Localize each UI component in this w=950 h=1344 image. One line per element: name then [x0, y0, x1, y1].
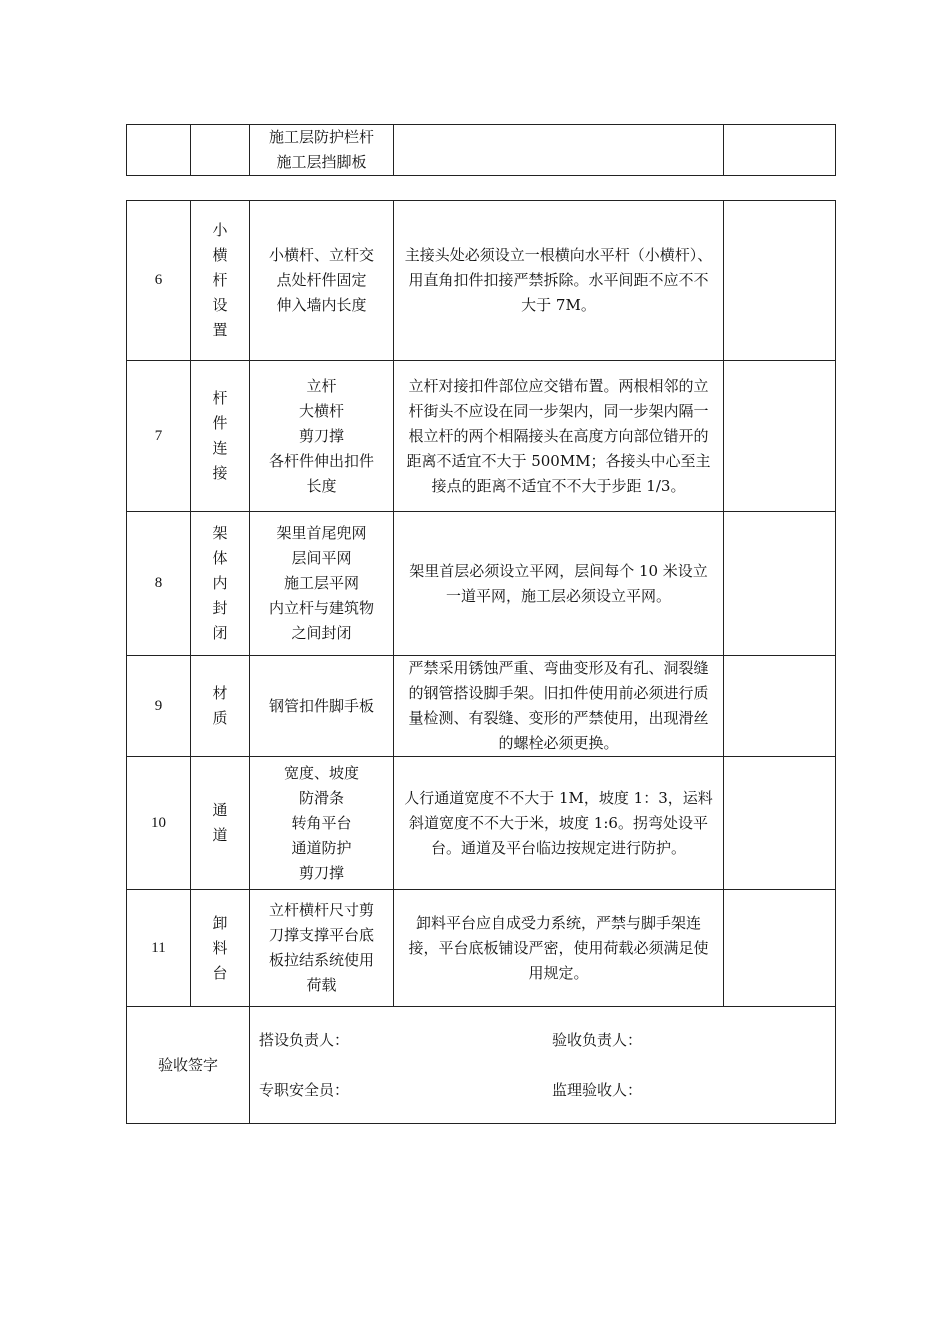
table-row: [127, 757, 836, 890]
top-items-cell: 施工层防护栏杆 施工层挡脚板: [250, 125, 394, 176]
row-requirement: 卸料平台应自成受力系统，严禁与脚手架连接，平台底板铺设严密，使用荷载必须满足使用规定。: [394, 890, 724, 1007]
row-result: [724, 757, 836, 890]
top-result-cell: [724, 125, 836, 176]
row-number: 9: [127, 656, 191, 757]
row-number: 6: [127, 201, 191, 361]
row-category: 架 体 内 封 闭: [191, 512, 250, 656]
supervisor-signature-field[interactable]: 监理验收人：: [552, 1081, 643, 1099]
row-items: 钢管扣件脚手板: [250, 656, 394, 757]
row-category: 杆 件 连 接: [191, 361, 250, 512]
row-items: 立杆 大横杆 剪刀撑 各杆件伸出扣件 长度: [250, 361, 394, 512]
row-number: 11: [127, 890, 191, 1007]
row-requirement: 立杆对接扣件部位应交错布置。两根相邻的立杆街头不应设在同一步架内，同一步架内隔一根立杆的两个相隔接头在高度方向部位错开的距离不适宜不大于 500MM；各接头中心至主接点的距离不适宜不不大于步距 1/3。: [394, 361, 724, 512]
row-items: 小横杆、立杆交 点处杆件固定 伸入墙内长度: [250, 201, 394, 361]
row-number: 7: [127, 361, 191, 512]
signature-row: [127, 1007, 836, 1124]
top-requirement-cell: [394, 125, 724, 176]
row-result: [724, 656, 836, 757]
table-row: [127, 361, 836, 512]
top-table: [126, 124, 836, 176]
row-result: [724, 512, 836, 656]
row-result: [724, 890, 836, 1007]
row-requirement: 架里首层必须设立平网，层间每个 10 米设立一道平网，施工层必须设立平网。: [394, 512, 724, 656]
builder-signature-field[interactable]: 搭设负责人：: [259, 1031, 350, 1049]
top-no-cell: [127, 125, 191, 176]
table-row: [127, 201, 836, 361]
row-items: 宽度、坡度 防滑条 转角平台 通道防护 剪刀撑: [250, 757, 394, 890]
table-row: [127, 656, 836, 757]
signature-label: 验收签字: [127, 1007, 250, 1124]
row-category: 卸 料 台: [191, 890, 250, 1007]
row-items: 架里首尾兜网 层间平网 施工层平网 内立杆与建筑物 之间封闭: [250, 512, 394, 656]
table-row: [127, 890, 836, 1007]
row-result: [724, 361, 836, 512]
row-items: 立杆横杆尺寸剪 刀撑支撑平台底 板拉结系统使用 荷载: [250, 890, 394, 1007]
row-category: 材 质: [191, 656, 250, 757]
inspection-table: [126, 200, 836, 1124]
row-category: 小 横 杆 设 置: [191, 201, 250, 361]
top-category-cell: [191, 125, 250, 176]
acceptor-signature-field[interactable]: 验收负责人：: [552, 1031, 643, 1049]
row-requirement: 主接头处必须设立一根横向水平杆（小横杆）、用直角扣件扣接严禁拆除。水平间距不应不不大于 7M。: [394, 201, 724, 361]
signature-area: [250, 1007, 836, 1124]
row-requirement: 严禁采用锈蚀严重、弯曲变形及有孔、洞裂缝的钢管搭设脚手架。旧扣件使用前必须进行质量检测、有裂缝、变形的严禁使用，出现滑丝的螺栓必须更换。: [394, 656, 724, 757]
row-number: 10: [127, 757, 191, 890]
row-requirement: 人行通道宽度不不大于 1M，坡度 1：3，运料斜道宽度不不大于米，坡度 1:6。拐弯处设平台。通道及平台临边按规定进行防护。: [394, 757, 724, 890]
table-row: [127, 512, 836, 656]
row-number: 8: [127, 512, 191, 656]
row-result: [724, 201, 836, 361]
row-category: 通 道: [191, 757, 250, 890]
safety-officer-signature-field[interactable]: 专职安全员：: [259, 1081, 350, 1099]
